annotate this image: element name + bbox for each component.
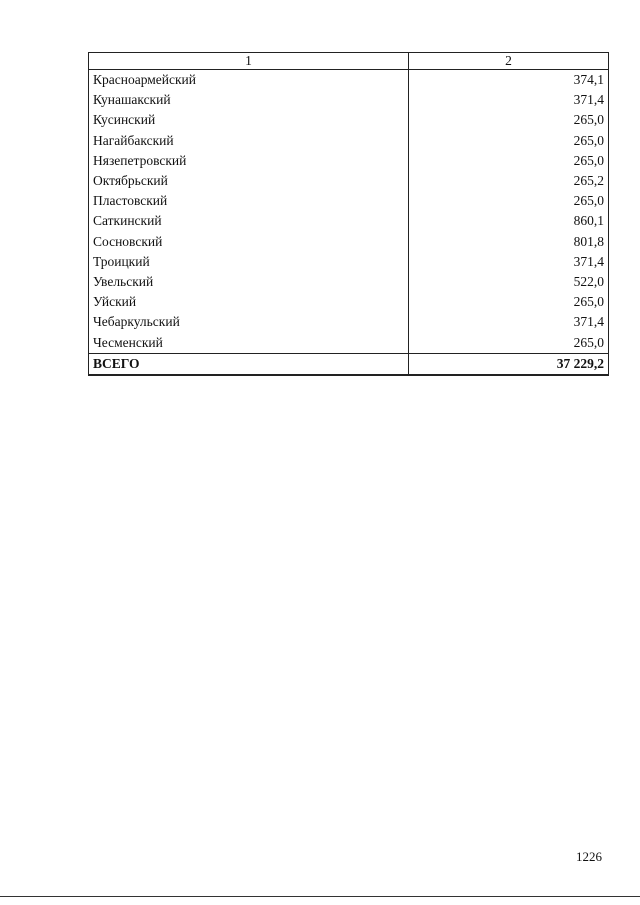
table-row [89,292,609,312]
district-value: 265,0 [409,191,609,211]
district-name: Чесменский [89,332,409,353]
district-name: Сосновский [89,232,409,252]
district-value: 265,0 [409,151,609,171]
column-header-1: 1 [89,53,409,70]
district-value: 265,0 [409,110,609,130]
district-value: 374,1 [409,70,609,91]
district-value: 265,0 [409,332,609,353]
district-name: Нагайбакский [89,131,409,151]
table-row [89,211,609,231]
table-header-row [89,53,609,70]
district-name: Кунашакский [89,90,409,110]
district-value: 860,1 [409,211,609,231]
district-name: Красноармейский [89,70,409,91]
total-label: ВСЕГО [89,353,409,375]
bottom-rule [0,896,640,897]
district-name: Троицкий [89,252,409,272]
table-row [89,332,609,353]
district-value: 265,0 [409,131,609,151]
district-name: Уйский [89,292,409,312]
district-value: 801,8 [409,232,609,252]
district-value: 371,4 [409,252,609,272]
page-number: 1226 [576,849,602,864]
table-row [89,90,609,110]
district-name: Кусинский [89,110,409,130]
table-body [89,70,609,375]
district-value: 371,4 [409,312,609,332]
district-name: Пластовский [89,191,409,211]
district-name: Увельский [89,272,409,292]
district-name: Саткинский [89,211,409,231]
table-row [89,252,609,272]
allocation-table [88,52,609,376]
column-header-2: 2 [409,53,609,70]
table-row [89,110,609,130]
total-row [89,353,609,375]
district-value: 522,0 [409,272,609,292]
table-row [89,232,609,252]
district-name: Чебаркульский [89,312,409,332]
district-name: Октябрьский [89,171,409,191]
table-row [89,151,609,171]
table-row [89,70,609,91]
table-row [89,191,609,211]
total-value: 37 229,2 [409,353,609,375]
district-value: 371,4 [409,90,609,110]
table-row [89,171,609,191]
table-row [89,272,609,292]
district-value: 265,0 [409,292,609,312]
table-row [89,131,609,151]
table-row [89,312,609,332]
district-value: 265,2 [409,171,609,191]
district-name: Нязепетровский [89,151,409,171]
